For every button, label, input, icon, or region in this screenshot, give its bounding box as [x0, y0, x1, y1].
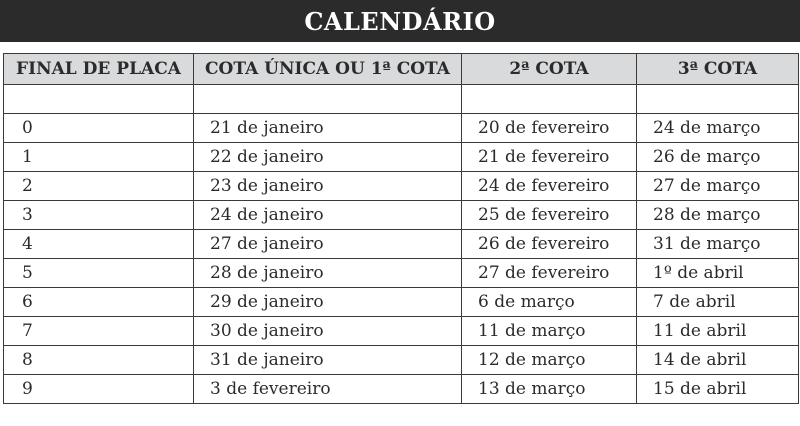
cota-unica-cell: 28 de janeiro [194, 259, 462, 288]
terceira-cota-cell: 28 de março [637, 201, 799, 230]
final-de-placa-cell: 2 [4, 172, 194, 201]
segunda-cota-cell: 24 de fevereiro [462, 172, 637, 201]
table-row [4, 375, 799, 404]
terceira-cota-cell: 26 de março [637, 143, 799, 172]
table-header [4, 54, 799, 85]
blank-cell [194, 85, 462, 114]
final-de-placa-cell: 8 [4, 346, 194, 375]
terceira-cota-cell: 24 de março [637, 114, 799, 143]
final-de-placa-cell: 9 [4, 375, 194, 404]
table-row [4, 288, 799, 317]
segunda-cota-cell: 6 de março [462, 288, 637, 317]
table-row [4, 172, 799, 201]
header-row [4, 54, 799, 85]
cota-unica-cell: 3 de fevereiro [194, 375, 462, 404]
terceira-cota-cell: 31 de março [637, 230, 799, 259]
final-de-placa-cell: 0 [4, 114, 194, 143]
blank-cell [637, 85, 799, 114]
cota-unica-cell: 21 de janeiro [194, 114, 462, 143]
segunda-cota-cell: 26 de fevereiro [462, 230, 637, 259]
final-de-placa-cell: 3 [4, 201, 194, 230]
blank-row [4, 85, 799, 114]
cota-unica-cell: 30 de janeiro [194, 317, 462, 346]
segunda-cota-cell: 12 de março [462, 346, 637, 375]
segunda-cota-cell: 13 de março [462, 375, 637, 404]
header-cota-unica: COTA ÚNICA OU 1ª COTA [194, 54, 462, 85]
terceira-cota-cell: 7 de abril [637, 288, 799, 317]
table-row [4, 143, 799, 172]
table-row [4, 317, 799, 346]
terceira-cota-cell: 15 de abril [637, 375, 799, 404]
segunda-cota-cell: 21 de fevereiro [462, 143, 637, 172]
table-row [4, 259, 799, 288]
cota-unica-cell: 24 de janeiro [194, 201, 462, 230]
table-body [4, 85, 799, 404]
final-de-placa-cell: 1 [4, 143, 194, 172]
table-row [4, 201, 799, 230]
terceira-cota-cell: 1º de abril [637, 259, 799, 288]
cota-unica-cell: 31 de janeiro [194, 346, 462, 375]
segunda-cota-cell: 20 de fevereiro [462, 114, 637, 143]
cota-unica-cell: 29 de janeiro [194, 288, 462, 317]
table-row [4, 230, 799, 259]
blank-cell [462, 85, 637, 114]
terceira-cota-cell: 11 de abril [637, 317, 799, 346]
table-row [4, 114, 799, 143]
final-de-placa-cell: 5 [4, 259, 194, 288]
header-terceira-cota: 3ª COTA [637, 54, 799, 85]
header-segunda-cota: 2ª COTA [462, 54, 637, 85]
table-row [4, 346, 799, 375]
cota-unica-cell: 23 de janeiro [194, 172, 462, 201]
blank-cell [4, 85, 194, 114]
final-de-placa-cell: 6 [4, 288, 194, 317]
final-de-placa-cell: 7 [4, 317, 194, 346]
header-final-de-placa: FINAL DE PLACA [4, 54, 194, 85]
final-de-placa-cell: 4 [4, 230, 194, 259]
terceira-cota-cell: 14 de abril [637, 346, 799, 375]
segunda-cota-cell: 11 de março [462, 317, 637, 346]
segunda-cota-cell: 27 de fevereiro [462, 259, 637, 288]
page-title: CALENDÁRIO [0, 0, 800, 42]
segunda-cota-cell: 25 de fevereiro [462, 201, 637, 230]
calendar-table [3, 53, 799, 404]
cota-unica-cell: 27 de janeiro [194, 230, 462, 259]
cota-unica-cell: 22 de janeiro [194, 143, 462, 172]
terceira-cota-cell: 27 de março [637, 172, 799, 201]
